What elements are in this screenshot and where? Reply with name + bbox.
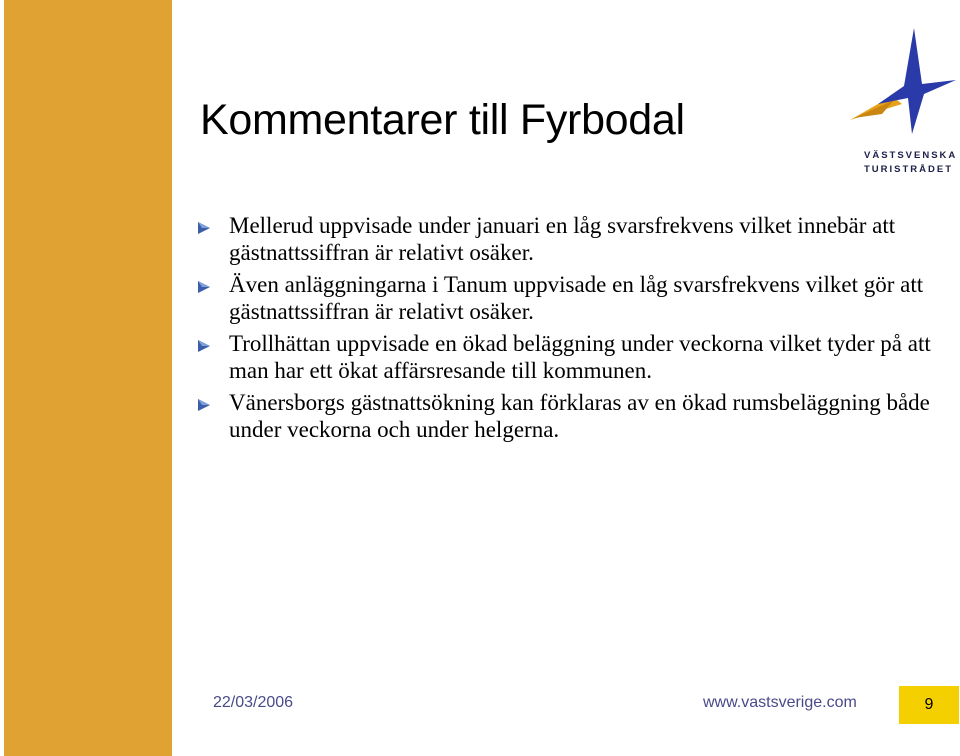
bullet-arrow-icon: [197, 221, 211, 235]
bullet-text: Trollhättan uppvisade en ökad beläggning under veckorna vilket tyder på att man har ett ökat affärsresande till kommunen.: [229, 331, 931, 383]
footer-date: 22/03/2006: [213, 694, 294, 711]
bullet-item: [197, 390, 937, 443]
bullet-item: [197, 272, 937, 325]
bullet-text: Även anläggningarna i Tanum uppvisade en låg svarsfrekvens vilket gör att gästnattssiffran är relativt osäker.: [229, 272, 924, 324]
bullet-text: Vänersborgs gästnattsökning kan förklaras av en ökad rumsbeläggning både under veckorna och under helgerna.: [229, 390, 930, 442]
footer-url: www.vastsverige.com: [703, 694, 857, 711]
star-logo-icon: [842, 22, 960, 147]
bullet-text: Mellerud uppvisade under januari en låg svarsfrekvens vilket innebär att gästnattssiffran är relativt osäker.: [229, 213, 896, 265]
bullet-item: [197, 213, 937, 266]
page-number: 9: [924, 696, 934, 713]
bullet-arrow-icon: [197, 339, 211, 353]
left-edge-strip: [0, 0, 4, 756]
page-number-box: [899, 686, 959, 724]
bullet-arrow-icon: [197, 280, 211, 294]
vastsvenska-turistradet-logo: [842, 22, 960, 182]
left-sidebar-band: [0, 0, 172, 756]
logo-line-2: TURISTRÅDET: [864, 164, 954, 175]
bullet-item: [197, 331, 937, 384]
logo-line-1: VÄSTSVENSKA: [864, 150, 958, 161]
bullet-list: [197, 213, 937, 449]
bullet-arrow-icon: [197, 398, 211, 412]
slide-title: Kommentarer till Fyrbodal: [200, 96, 685, 144]
